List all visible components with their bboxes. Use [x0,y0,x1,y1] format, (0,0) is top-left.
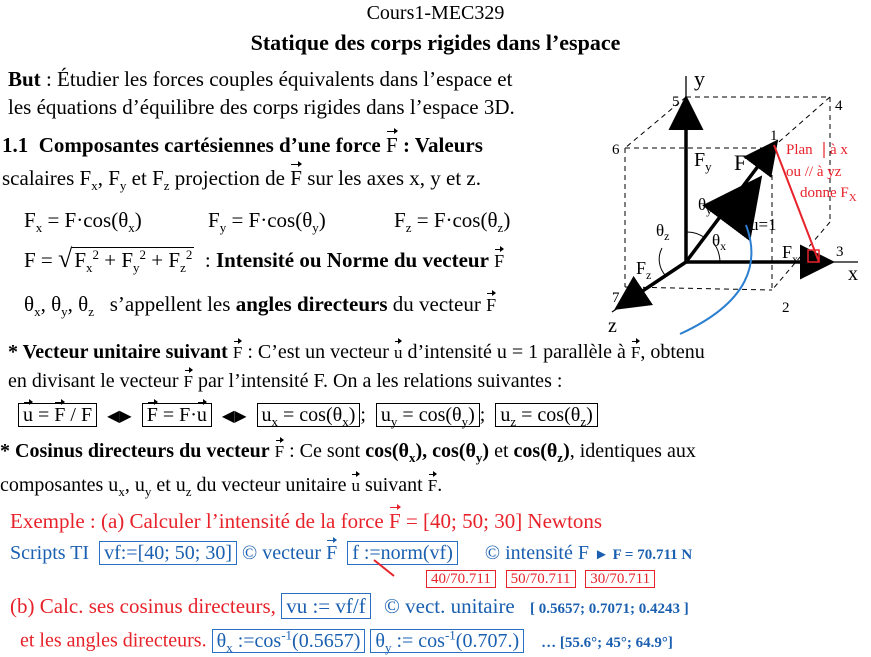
example-c: et les angles directeurs. [20,629,207,652]
label-u-eq-1: u=1 [750,215,777,234]
scripts-row: Scripts TI vf:=[40; 50; 30] © vecteur F f :=norm(vf) © intensité F ► F = 70.711 N [10,542,693,564]
unit-vector-line-1: * Vecteur unitaire suivant F : C’est un vecteur u d’intensité u = 1 parallèle à F, obtenu [8,341,705,363]
ratio-y: 50/70.711 [506,570,576,588]
page-title: Statique des corps rigides dans l’espace [250,30,621,55]
section-number: 1.1 [2,133,29,157]
script-theta-x: $\theta_x$ $:=\cos^{-1}(0.5657)$ [212,629,366,653]
goal-label: But [8,67,41,91]
fz-vector [620,262,686,306]
angles-bold: angles directeurs [235,292,388,316]
label-x-axis: x [848,263,858,285]
script-theta-y: $\theta_y$ := $\cos^{-1}(0.707.)$ [370,629,524,653]
example-c-row [20,627,673,656]
angles-result: … [55.6°; 45°; 64.9°] [541,634,673,651]
formula-fx: $F_x = F\cdot\cos(\theta_x)$ [24,208,142,236]
relation-ux: $u_x = \cos(\theta_x)$ [257,403,361,427]
label-Fz: $F_z$ [636,258,652,282]
label-theta-x: $\theta_x$ [712,231,727,253]
relation-u-eq-F-over-F: u = F / F [18,403,97,427]
label-point-4: 4 [835,98,843,114]
theta-y-arc [686,232,705,238]
red-projection-line [774,145,819,262]
result-F: ► F = 70.711 N [593,547,693,563]
plan-text-2: à x [830,142,848,158]
relation-uy: $u_y = \cos(\theta_y)$ [376,403,480,427]
section-title-tail: : Valeurs [397,133,483,157]
goal-line-2: les équations d’équilibre des corps rigides dans l’espace 3D. [8,95,515,119]
plan-text-4: donne $F_X$ [800,185,857,204]
example-b-row [10,594,689,619]
label-theta-y: $\theta_y$ [698,195,713,217]
theta-z-arc [659,248,666,276]
double-arrow-1: ◀▶ [107,408,132,425]
copy-vector: © vecteur [242,542,322,564]
unit-values: [ 0.5657; 0.7071; 0.4243 ] [530,601,689,617]
ratio-z: 30/70.711 [585,570,655,588]
cosines-line-2: composantes $u_x$, $u_y$ et $u_z$ du vecteur unitaire u suivant F. [0,474,443,499]
relation-F-eq-F-u: F = F·u [142,403,212,427]
label-F: F [734,150,747,175]
plan-text-1: Plan [786,142,813,158]
label-Fx: $F_x$ [782,242,799,266]
section-line-2: scalaires $F_x$, $F_y$ et $F_z$ projection de F sur les axes x, y et z. [2,166,481,194]
relation-uz: $u_z = \cos(\theta_z)$ [495,403,597,427]
ratio-x: 40/70.711 [426,570,496,588]
norm-label: Intensité ou Norme du vecteur [215,248,489,272]
unit-vector-line-2: en divisant le vecteur F par l’intensité F. On a les relations suivantes : [8,370,563,392]
copy-intensity: © intensité F [484,542,589,564]
angles-line: $\theta_x$, $\theta_y$, $\theta_z$ s’appellent les angles directeurs du vecteur F [24,292,497,320]
vector-F-symbol: F [386,133,398,157]
force-3d-diagram [590,62,871,337]
relations-row: u = F / F ◀▶ F = F·u ◀▶ $u_x = \cos(\theta_x)$ ; $u_y = \cos(\theta_y)$ ; $u_z = \cos(\theta_z)$ [18,404,598,430]
label-point-7: 7 [612,290,620,306]
label-point-1: 1 [770,128,778,144]
label-point-3: 3 [836,244,844,260]
label-y-axis: y [694,66,705,91]
label-point-5: 5 [672,94,680,110]
label-theta-z: $\theta_z$ [656,221,670,243]
course-code: Cours1-MEC329 [366,2,505,24]
script-norm: f :=norm(vf) [347,541,458,565]
goal-text: : Étudier les forces couples équivalents dans l’espace et [40,67,513,91]
ratio-row [426,571,655,588]
label-point-2: 2 [782,300,790,316]
section-title: Composantes cartésiennes d’une force [38,133,381,157]
script-vf: vf:=[40; 50; 30] [99,541,237,565]
red-pointer [374,560,394,576]
label-point-6: 6 [612,142,620,158]
cosines-title: * Cosinus directeurs du vecteur [0,440,270,462]
formula-norm: $F = √F_x^2 + F_y^2 + F_z^2$ : Intensité ou Norme du vecteur F [24,244,505,276]
label-Fy: $F_y$ [694,149,712,174]
formula-fz: $F_z = F\cdot\cos(\theta_z)$ [394,208,511,236]
scripts-label: Scripts TI [10,542,90,564]
example-b: (b) Calc. ses cosinus directeurs, [10,594,276,618]
example-a: Exemple : (a) Calculer l’intensité de la force F = [40; 50; 30] Newtons [10,509,603,533]
plan-text-3: ou // à yz [786,164,842,180]
script-vu: vu := vf/f [281,593,371,619]
double-arrow-2: ◀▶ [221,408,247,425]
cosines-line-1: * Cosinus directeurs du vecteur F : Ce sont $\cos(\theta_x)$, $\cos(\theta_y)$ et $\cos(\theta_z)$, identiques aux [0,440,696,465]
label-z-axis: z [608,315,617,337]
copy-unit: © vect. unitaire [383,594,515,618]
formula-fy: $F_y = F\cdot\cos(\theta_y)$ [208,208,326,236]
unit-vector-title: * Vecteur unitaire suivant [8,341,228,363]
